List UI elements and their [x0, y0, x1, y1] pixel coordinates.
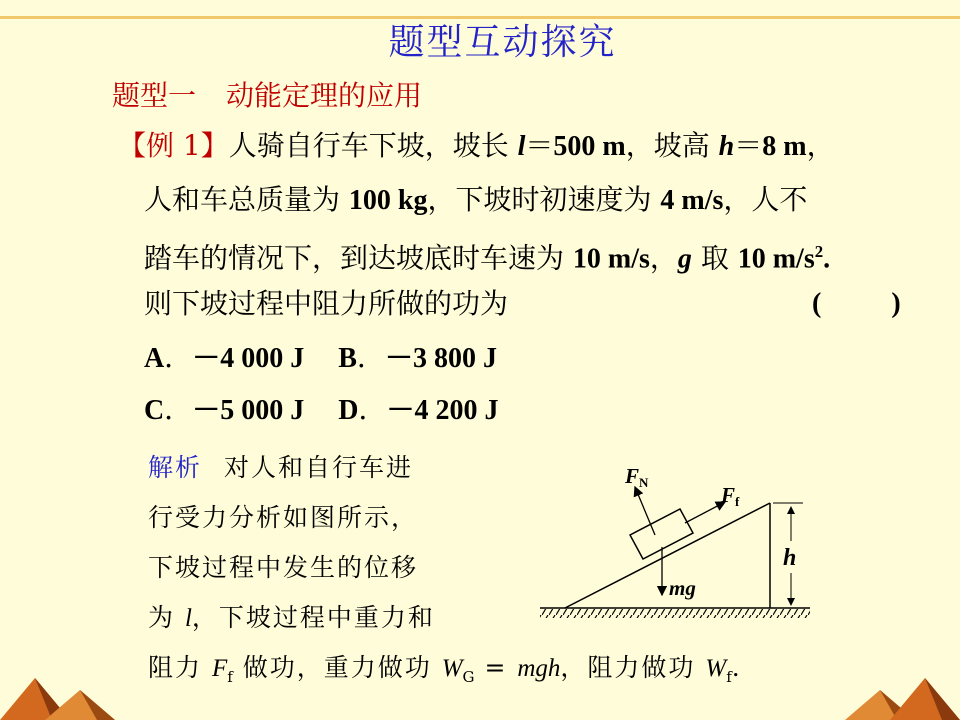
- answer-blank: ( ): [812, 288, 901, 319]
- height-marker: [773, 503, 803, 605]
- text: .: [823, 243, 831, 275]
- text: ＝: [734, 129, 763, 162]
- example-line-2: [144, 180, 807, 220]
- ground: [540, 608, 810, 618]
- option-c-value: －5 000 J: [192, 395, 305, 426]
- subscript: f: [227, 668, 233, 686]
- text: ，下坡过程中重力和: [191, 603, 435, 632]
- text: 阻力: [148, 653, 212, 682]
- option-b-key: B: [338, 343, 357, 374]
- text: ，人不: [723, 183, 808, 216]
- option-d-value: －4 200 J: [386, 395, 499, 426]
- var-g: g: [677, 243, 692, 275]
- text: =: [474, 653, 518, 682]
- text: 取: [691, 241, 738, 275]
- force-friction: [685, 483, 740, 523]
- example-line-1: [118, 126, 835, 166]
- analysis-line-1: [148, 448, 413, 488]
- force-diagram: [535, 455, 820, 630]
- analysis-line-4: [148, 598, 435, 638]
- label-mg: mg: [669, 576, 696, 600]
- corner-decoration-left: [0, 670, 120, 720]
- section-name: 动能定理的应用: [226, 79, 423, 112]
- value: 8 m: [762, 131, 807, 162]
- analysis-line-2: [148, 498, 418, 538]
- var-W: W: [705, 655, 727, 682]
- label-ff: Ff: [721, 483, 740, 509]
- text: ，阻力做功: [560, 653, 706, 682]
- label-fn: FN: [625, 464, 649, 490]
- question-text: 则下坡过程中阻力所做的功为: [144, 287, 509, 320]
- option-a-key: A: [144, 343, 165, 374]
- subscript: f: [726, 668, 732, 686]
- text: 行受力分析如图所示，: [148, 503, 419, 532]
- option-d-key: D: [338, 395, 359, 426]
- var-W: W: [441, 655, 463, 682]
- options-row-2: C．－5 000 J D．－4 200 J: [144, 393, 499, 426]
- var-h: h: [718, 131, 735, 162]
- analysis-label: 解析: [148, 453, 203, 482]
- var-l: l: [184, 605, 192, 632]
- text: .: [731, 653, 742, 682]
- text: ，下坡时初速度为: [427, 183, 661, 216]
- value: 10 m/s: [737, 243, 815, 275]
- force-normal: [624, 464, 655, 535]
- slide-title: 题型互动探究: [388, 22, 617, 63]
- value: 500 m: [553, 131, 626, 162]
- option-a-value: －4 000 J: [192, 343, 305, 374]
- text: 人和车总质量为: [144, 183, 349, 216]
- text: 下坡过程中发生的位移: [148, 553, 419, 582]
- text: 对人和自行车进: [224, 453, 414, 482]
- text: ，坡高: [625, 129, 719, 162]
- options-row-1: A．－4 000 J B．－3 800 J: [144, 341, 497, 374]
- var-l: l: [517, 131, 526, 162]
- option-b-value: －3 800 J: [384, 343, 497, 374]
- var-F: F: [211, 655, 228, 682]
- text: 踏车的情况下，到达坡底时车速为: [144, 241, 573, 275]
- section-title: [112, 74, 422, 114]
- var-mgh: mgh: [517, 655, 561, 682]
- text: ＝: [525, 129, 554, 162]
- text: ，: [806, 129, 835, 162]
- label-h: h: [783, 545, 797, 571]
- example-line-4: [144, 284, 904, 324]
- text: ，: [649, 241, 678, 275]
- text: 为: [148, 603, 185, 632]
- corner-decoration-right: [840, 670, 960, 720]
- analysis-line-3: [148, 548, 418, 588]
- example-line-3: [144, 232, 831, 275]
- analysis-line-5: [148, 648, 742, 688]
- section-label: 题型一: [112, 79, 197, 112]
- text: 人骑自行车下坡，坡长: [228, 129, 518, 162]
- superscript: 2: [814, 242, 824, 261]
- example-tag: 【例 1】: [118, 129, 229, 162]
- value: 10 m/s: [572, 243, 650, 275]
- option-c-key: C: [144, 395, 165, 426]
- value: 4 m/s: [660, 185, 724, 216]
- subscript: G: [462, 668, 475, 686]
- value: 100 kg: [348, 185, 428, 216]
- text: 做功，重力做功: [232, 653, 442, 682]
